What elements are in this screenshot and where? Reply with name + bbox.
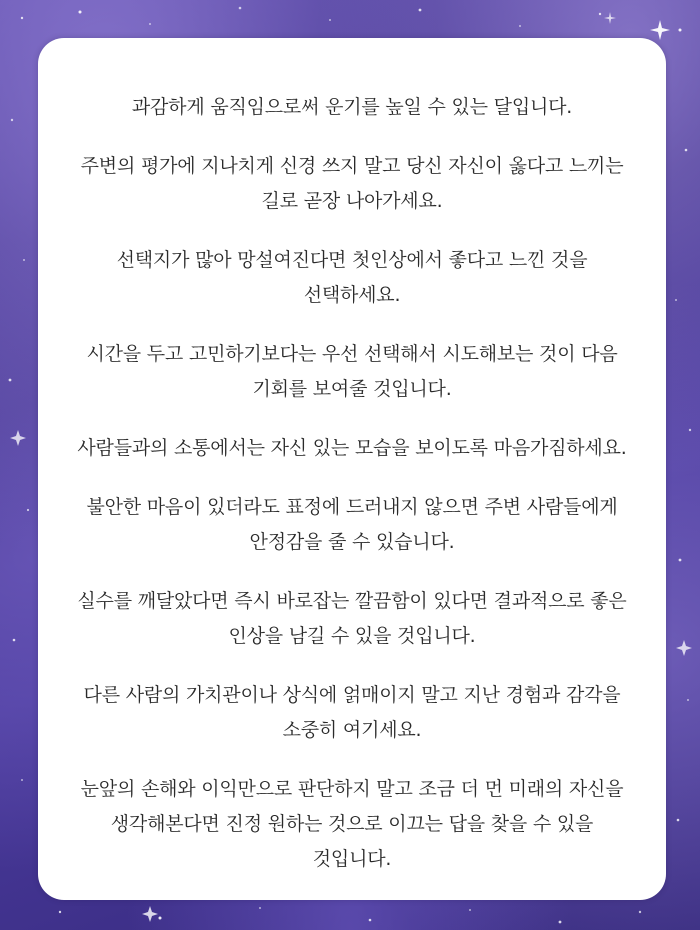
paragraph-9: 눈앞의 손해와 이익만으로 판단하지 말고 조금 더 먼 미래의 자신을 생각해본다면 진정 원하는 것으로 이끄는 답을 찾을 수 있을 것입니다.: [80, 778, 624, 870]
paragraph-8: 다른 사람의 가치관이나 상식에 얽매이지 말고 지난 경험과 감각을 소중히 여기세요.: [83, 684, 621, 741]
paragraph-6: 불안한 마음이 있더라도 표정에 드러내지 않으면 주변 사람들에게 안정감을 줄 수 있습니다.: [86, 496, 618, 553]
fortune-text: [38, 90, 666, 901]
fortune-card: [38, 38, 666, 900]
paragraph-5: 사람들과의 소통에서는 자신 있는 모습을 보이도록 마음가짐하세요.: [77, 437, 627, 459]
paragraph-2: 주변의 평가에 지나치게 신경 쓰지 말고 당신 자신이 옳다고 느끼는 길로 곧장 나아가세요.: [80, 155, 624, 212]
paragraph-3: 선택지가 많아 망설여진다면 첫인상에서 좋다고 느낀 것을 선택하세요.: [116, 249, 588, 306]
paragraph-1: 과감하게 움직임으로써 운기를 높일 수 있는 달입니다.: [131, 96, 573, 118]
paragraph-4: 시간을 두고 고민하기보다는 우선 선택해서 시도해보는 것이 다음 기회를 보여줄 것입니다.: [86, 343, 618, 400]
paragraph-7: 실수를 깨달았다면 즉시 바로잡는 깔끔함이 있다면 결과적으로 좋은 인상을 남길 수 있을 것입니다.: [77, 590, 627, 647]
